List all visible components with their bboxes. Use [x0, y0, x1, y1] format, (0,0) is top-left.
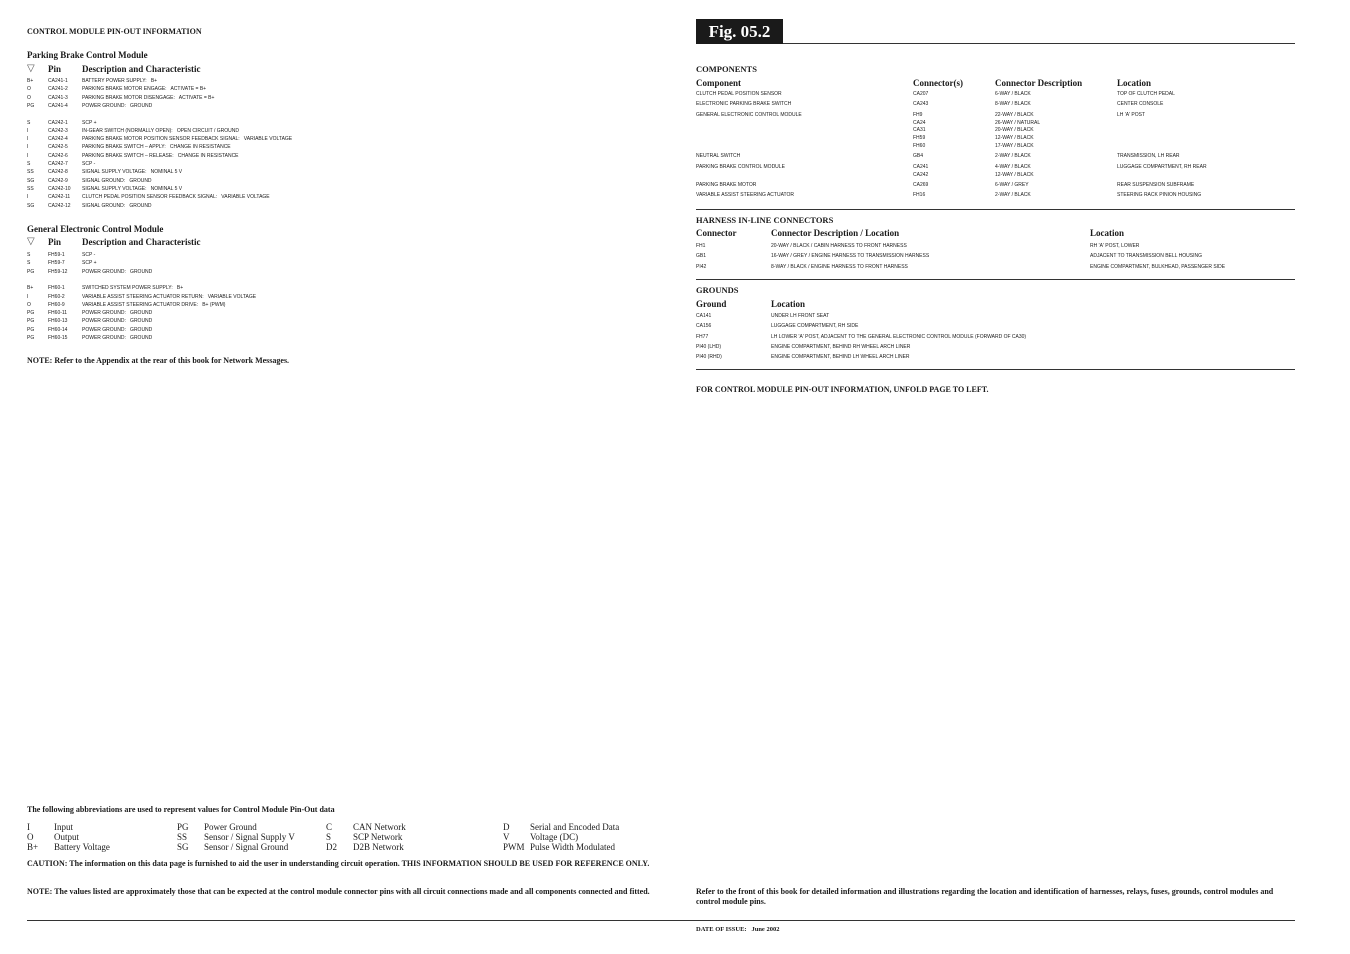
table-row — [27, 309, 427, 317]
connector-id: CA24 — [913, 119, 926, 126]
pin-id: CA242-3 — [48, 127, 68, 134]
connector-description: 4-WAY / BLACK — [995, 163, 1031, 170]
pin-description: PARKING BRAKE MOTOR ENGAGE: ACTIVATE = B+ — [82, 86, 207, 93]
pin-id: FH60-11 — [48, 310, 68, 317]
abbreviation-meaning: Pulse Width Modulated — [530, 842, 615, 852]
pin-id: FH60-9 — [48, 301, 65, 308]
pin-id: CA242-10 — [48, 185, 71, 192]
pin-id: FH60-2 — [48, 293, 65, 300]
abbreviation-code: S — [326, 832, 332, 842]
table-row — [27, 326, 427, 334]
pin-description: BATTERY POWER SUPPLY: B+ — [82, 78, 158, 84]
module-title: Parking Brake Control Module — [27, 50, 148, 60]
ground-id: CA156 — [696, 323, 712, 330]
pin-type: I — [27, 136, 29, 143]
pin-id: CA242-5 — [48, 144, 68, 151]
ground-location: ENGINE COMPARTMENT, BEHIND RH WHEEL ARCH LINER — [771, 343, 911, 350]
table-row — [27, 284, 427, 292]
header-rule — [783, 43, 1295, 44]
pin-id: CA241-2 — [48, 86, 68, 93]
table-row — [27, 259, 427, 267]
pin-description: SCP + — [82, 119, 97, 126]
table-row — [27, 160, 427, 168]
description-column-header: Description and Characteristic — [82, 64, 201, 74]
component-location: REAR SUSPENSION SUBFRAME — [1117, 182, 1195, 188]
table-row — [27, 276, 427, 284]
pin-description: SCP + — [82, 260, 97, 267]
location-column-header: Location — [1117, 78, 1152, 88]
pin-column-header: Pin — [48, 64, 62, 74]
connector-id: FH16 — [913, 192, 926, 199]
section-divider — [696, 279, 1295, 280]
ground-location: ENGINE COMPARTMENT, BEHIND LH WHEEL ARCH LINER — [771, 354, 910, 361]
pin-type: S — [27, 119, 31, 126]
connector-description: 16-WAY / GREY / ENGINE HARNESS TO TRANSMISSION HARNESS — [771, 253, 930, 260]
description-column-header: Description and Characteristic — [82, 237, 201, 247]
harness-title: HARNESS IN-LINE CONNECTORS — [696, 215, 834, 225]
type-column-icon: ▽ — [27, 236, 35, 247]
pin-id: FH60-14 — [48, 326, 68, 333]
connector-description: 2-WAY / BLACK — [995, 192, 1031, 199]
abbreviation-meaning: SCP Network — [353, 832, 403, 842]
table-row — [696, 333, 1296, 342]
abbreviation-code: O — [27, 832, 34, 842]
connector-id: CA243 — [913, 101, 929, 108]
table-row — [696, 164, 1296, 180]
table-row — [696, 91, 1296, 99]
pin-description: SIGNAL GROUND: GROUND — [82, 177, 152, 184]
table-row — [27, 119, 427, 127]
connector-description: 6-WAY / GREY — [995, 182, 1029, 188]
table-row — [27, 135, 427, 143]
abbreviation-meaning: Serial and Encoded Data — [530, 822, 620, 832]
connector-description: 20-WAY / BLACK / CABIN HARNESS TO FRONT HARNESS — [771, 243, 907, 249]
connector-id: FH9 — [913, 111, 923, 118]
pin-description: PARKING BRAKE SWITCH – RELEASE: CHANGE IN RESISTANCE — [82, 152, 239, 159]
pin-type: O — [27, 86, 31, 93]
pin-id: FH59-1 — [48, 252, 65, 258]
table-row — [27, 177, 427, 185]
pin-type: S — [27, 260, 31, 267]
table-row — [696, 153, 1296, 161]
abbreviation-code: D2 — [326, 842, 337, 852]
table-row — [696, 242, 1296, 251]
connector-description: 8-WAY / BLACK — [995, 101, 1031, 108]
ground-id: FH77 — [696, 333, 709, 340]
date-label: DATE OF ISSUE: — [696, 926, 747, 933]
pin-description: VARIABLE ASSIST STEERING ACTUATOR RETURN: VARIABLE VOLTAGE — [82, 293, 257, 300]
table-row — [27, 94, 427, 102]
pin-description: SCP - — [82, 161, 96, 167]
abbreviation-code: PG — [177, 822, 189, 832]
table-row — [27, 168, 427, 176]
pin-id: FH59-12 — [48, 268, 68, 275]
pin-id: CA241-1 — [48, 78, 68, 84]
table-row — [696, 112, 1296, 151]
abbreviation-code: SG — [177, 842, 189, 852]
pin-description: SIGNAL SUPPLY VOLTAGE: NOMINAL 5 V — [82, 169, 183, 176]
abbreviation-legend — [27, 822, 667, 854]
table-row — [27, 152, 427, 160]
pin-type: PG — [27, 310, 35, 317]
table-row — [27, 317, 427, 325]
connector-id: GB1 — [696, 253, 707, 260]
components-title: COMPONENTS — [696, 64, 757, 74]
table-row — [27, 185, 427, 193]
pin-description: POWER GROUND: GROUND — [82, 326, 153, 333]
table-row — [27, 85, 427, 93]
abbreviation-meaning: Sensor / Signal Ground — [204, 842, 289, 852]
abbreviation-intro: The following abbreviations are used to represent values for Control Module Pin-Out data — [27, 805, 335, 814]
type-column-icon: ▽ — [27, 63, 35, 74]
pin-id: CA241-3 — [48, 94, 68, 101]
connector-location: ADJACENT TO TRANSMISSION BELL HOUSING — [1090, 253, 1202, 260]
abbreviation-meaning: D2B Network — [353, 842, 404, 852]
location-column-header: Location — [1090, 228, 1125, 238]
pin-type: PG — [27, 326, 35, 333]
pin-type: SG — [27, 202, 35, 209]
table-row — [696, 182, 1296, 190]
pin-type: B+ — [27, 285, 34, 292]
pin-id: FH59-7 — [48, 260, 65, 267]
abbreviation-meaning: CAN Network — [353, 822, 406, 832]
pin-id: FH60-13 — [48, 318, 68, 325]
table-row — [27, 77, 427, 85]
connector-location: RH 'A' POST, LOWER — [1090, 243, 1140, 249]
table-row — [696, 322, 1296, 331]
connector-column-header: Connector — [696, 228, 737, 238]
pin-description: SIGNAL SUPPLY VOLTAGE: NOMINAL 5 V — [82, 185, 183, 192]
grounds-title: GROUNDS — [696, 285, 739, 295]
abbreviation-code: PWM — [503, 842, 525, 852]
pin-type: PG — [27, 268, 35, 275]
abbreviation-code: I — [27, 822, 30, 832]
component-name: NEUTRAL SWITCH — [696, 153, 741, 160]
pin-description: IN-GEAR SWITCH (NORMALLY OPEN): OPEN CIRCUIT / GROUND — [82, 127, 239, 134]
table-row — [27, 193, 427, 201]
front-reference-note: Refer to the front of this book for detailed information and illustrations regarding the location and identification of harnesses, relays, fuses, grounds, control modules and control module pins. — [696, 887, 1274, 906]
ground-location: LUGGAGE COMPARTMENT, RH SIDE — [771, 323, 859, 330]
table-row — [27, 251, 427, 259]
pin-type: S — [27, 161, 31, 167]
component-location: TOP OF CLUTCH PEDAL — [1117, 91, 1175, 97]
pin-description: PARKING BRAKE MOTOR DISENGAGE: ACTIVATE = B+ — [82, 94, 215, 101]
connector-id: CA207 — [913, 91, 929, 97]
pin-column-header: Pin — [48, 237, 62, 247]
pin-id: CA242-11 — [48, 194, 71, 201]
abbreviation-meaning: Battery Voltage — [54, 842, 110, 852]
component-name: VARIABLE ASSIST STEERING ACTUATOR — [696, 192, 794, 199]
component-name: ELECTRONIC PARKING BRAKE SWITCH — [696, 101, 792, 108]
values-note: NOTE: The values listed are approximately those that can be expected at the control module connector pins with all circuit connections made and all components connected and fitted. — [27, 887, 650, 896]
component-column-header: Component — [696, 78, 742, 88]
component-name: GENERAL ELECTRONIC CONTROL MODULE — [696, 111, 802, 118]
pin-type: S — [27, 252, 31, 258]
pin-description: POWER GROUND: GROUND — [82, 102, 153, 109]
table-row — [27, 334, 427, 342]
table-row — [696, 192, 1296, 200]
connector-description: 17-WAY / BLACK — [995, 142, 1034, 149]
pin-type: SS — [27, 169, 34, 176]
pin-id: CA242-4 — [48, 136, 68, 143]
pin-id: CA241-4 — [48, 102, 68, 109]
pin-description: PARKING BRAKE SWITCH – APPLY: CHANGE IN RESISTANCE — [82, 144, 231, 151]
module-title: General Electronic Control Module — [27, 224, 164, 234]
abbreviation-meaning: Output — [54, 832, 80, 842]
pin-id: CA242-1 — [48, 119, 68, 126]
table-row — [27, 143, 427, 151]
table-row — [27, 268, 427, 276]
connector-id: FH1 — [696, 243, 706, 249]
connector-description-column-header: Connector Description — [995, 78, 1083, 88]
connector-id: FH59 — [913, 135, 926, 142]
connector-description: 26-WAY / NATURAL — [995, 119, 1041, 126]
table-row — [27, 301, 427, 309]
caution-note: CAUTION: The information on this data page is furnished to aid the user in understanding circuit operation. THIS INFORMATION SHOULD BE USED FOR REFERENCE ONLY. — [27, 859, 650, 868]
pin-type: O — [27, 94, 31, 101]
unfold-note: FOR CONTROL MODULE PIN-OUT INFORMATION, UNFOLD PAGE TO LEFT. — [696, 385, 989, 394]
pin-type: PG — [27, 335, 35, 341]
date-of-issue — [696, 926, 779, 933]
connector-description: 20-WAY / BLACK — [995, 127, 1034, 134]
footer-divider — [27, 920, 1295, 921]
connector-description: 12-WAY / BLACK — [995, 135, 1034, 142]
pin-id: FH60-15 — [48, 335, 68, 341]
pin-id: CA242-9 — [48, 177, 68, 184]
date-value: June 2002 — [751, 926, 780, 933]
table-row — [696, 353, 1296, 362]
pin-type: B+ — [27, 78, 34, 84]
connector-id: PI42 — [696, 263, 707, 270]
pin-description: CLUTCH PEDAL POSITION SENSOR FEEDBACK SIGNAL: VARIABLE VOLTAGE — [82, 194, 270, 201]
ground-location: LH LOWER 'A' POST, ADJACENT TO THE GENERAL ELECTRONIC CONTROL MODULE (FORWARD OF CA30) — [771, 333, 1027, 340]
pin-id: CA242-12 — [48, 202, 71, 209]
pin-type: SS — [27, 185, 34, 192]
connector-id: FH60 — [913, 142, 926, 149]
pin-id: FH60-1 — [48, 285, 65, 292]
table-row — [27, 102, 427, 110]
page-title: CONTROL MODULE PIN-OUT INFORMATION — [27, 27, 202, 36]
connector-description-location-column-header: Connector Description / Location — [771, 228, 900, 238]
table-row — [27, 202, 427, 210]
pin-description: POWER GROUND: GROUND — [82, 268, 153, 275]
pin-id: CA242-6 — [48, 152, 68, 159]
component-location: TRANSMISSION, LH REAR — [1117, 153, 1180, 160]
pin-description: POWER GROUND: GROUND — [82, 318, 153, 325]
pin-description: POWER GROUND: GROUND — [82, 335, 153, 341]
abbreviation-code: B+ — [27, 842, 39, 852]
component-name: PARKING BRAKE MOTOR — [696, 182, 757, 188]
pin-id: CA242-8 — [48, 169, 68, 176]
abbreviation-code: SS — [177, 832, 188, 842]
pin-description: VARIABLE ASSIST STEERING ACTUATOR DRIVE: B+ (PWM) — [82, 301, 226, 308]
connector-id: CA269 — [913, 182, 929, 188]
component-location: STEERING RACK PINION HOUSING — [1117, 192, 1202, 199]
pin-type: I — [27, 194, 29, 201]
ground-id: CA141 — [696, 313, 712, 319]
section-divider — [696, 209, 1295, 210]
table-row — [696, 263, 1296, 272]
table-row — [696, 312, 1296, 321]
table-row — [27, 110, 427, 118]
figure-label: Fig. 05.2 — [696, 19, 783, 44]
component-location: LUGGAGE COMPARTMENT, RH REAR — [1117, 163, 1207, 170]
ground-location: UNDER LH FRONT SEAT — [771, 313, 830, 319]
connector-location: ENGINE COMPARTMENT, BULKHEAD, PASSENGER SIDE — [1090, 263, 1226, 270]
table-row — [696, 343, 1296, 352]
pin-type: PG — [27, 102, 35, 109]
connectors-column-header: Connector(s) — [913, 78, 963, 88]
connector-id: CA242 — [913, 171, 929, 178]
component-name: CLUTCH PEDAL POSITION SENSOR — [696, 91, 782, 97]
pin-type: I — [27, 152, 29, 159]
table-row — [696, 252, 1296, 261]
pin-description: SIGNAL GROUND: GROUND — [82, 202, 152, 209]
abbreviation-meaning: Voltage (DC) — [530, 832, 579, 842]
location-column-header: Location — [771, 299, 806, 309]
pin-type: PG — [27, 318, 35, 325]
pin-description: PARKING BRAKE MOTOR POSITION SENSOR FEEDBACK SIGNAL: VARIABLE VOLTAGE — [82, 136, 293, 143]
pin-description: SWITCHED SYSTEM POWER SUPPLY: B+ — [82, 285, 184, 292]
component-location: CENTER CONSOLE — [1117, 101, 1164, 108]
pin-type: SG — [27, 177, 35, 184]
table-row — [696, 101, 1296, 109]
table-row — [27, 127, 427, 135]
component-name: PARKING BRAKE CONTROL MODULE — [696, 163, 785, 170]
network-note: NOTE: Refer to the Appendix at the rear of this book for Network Messages. — [27, 356, 290, 365]
abbreviation-code: C — [326, 822, 333, 832]
connector-description: 12-WAY / BLACK — [995, 171, 1034, 178]
abbreviation-meaning: Input — [54, 822, 73, 832]
section-divider — [696, 369, 1295, 370]
connector-description: 6-WAY / BLACK — [995, 91, 1031, 97]
pin-type: I — [27, 293, 29, 300]
connector-id: CA31 — [913, 127, 926, 134]
connector-id: GB4 — [913, 153, 924, 160]
connector-description: 8-WAY / BLACK / ENGINE HARNESS TO FRONT HARNESS — [771, 263, 908, 270]
connector-description: 22-WAY / BLACK — [995, 111, 1034, 118]
abbreviation-code: V — [503, 832, 510, 842]
pin-description: SCP - — [82, 252, 96, 258]
pin-type: I — [27, 144, 29, 151]
pin-id: CA242-7 — [48, 161, 68, 167]
pin-type: O — [27, 301, 31, 308]
ground-column-header: Ground — [696, 299, 727, 309]
abbreviation-meaning: Power Ground — [204, 822, 257, 832]
connector-description: 2-WAY / BLACK — [995, 153, 1031, 160]
connector-id: CA241 — [913, 163, 929, 170]
abbreviation-code: D — [503, 822, 510, 832]
component-location: LH 'A' POST — [1117, 111, 1146, 118]
pin-description: POWER GROUND: GROUND — [82, 310, 153, 317]
abbreviation-meaning: Sensor / Signal Supply V — [204, 832, 295, 842]
table-row — [27, 293, 427, 301]
ground-id: PI40 (LHD) — [696, 343, 722, 350]
pin-type: I — [27, 127, 29, 134]
ground-id: PI40 (RHD) — [696, 354, 722, 361]
